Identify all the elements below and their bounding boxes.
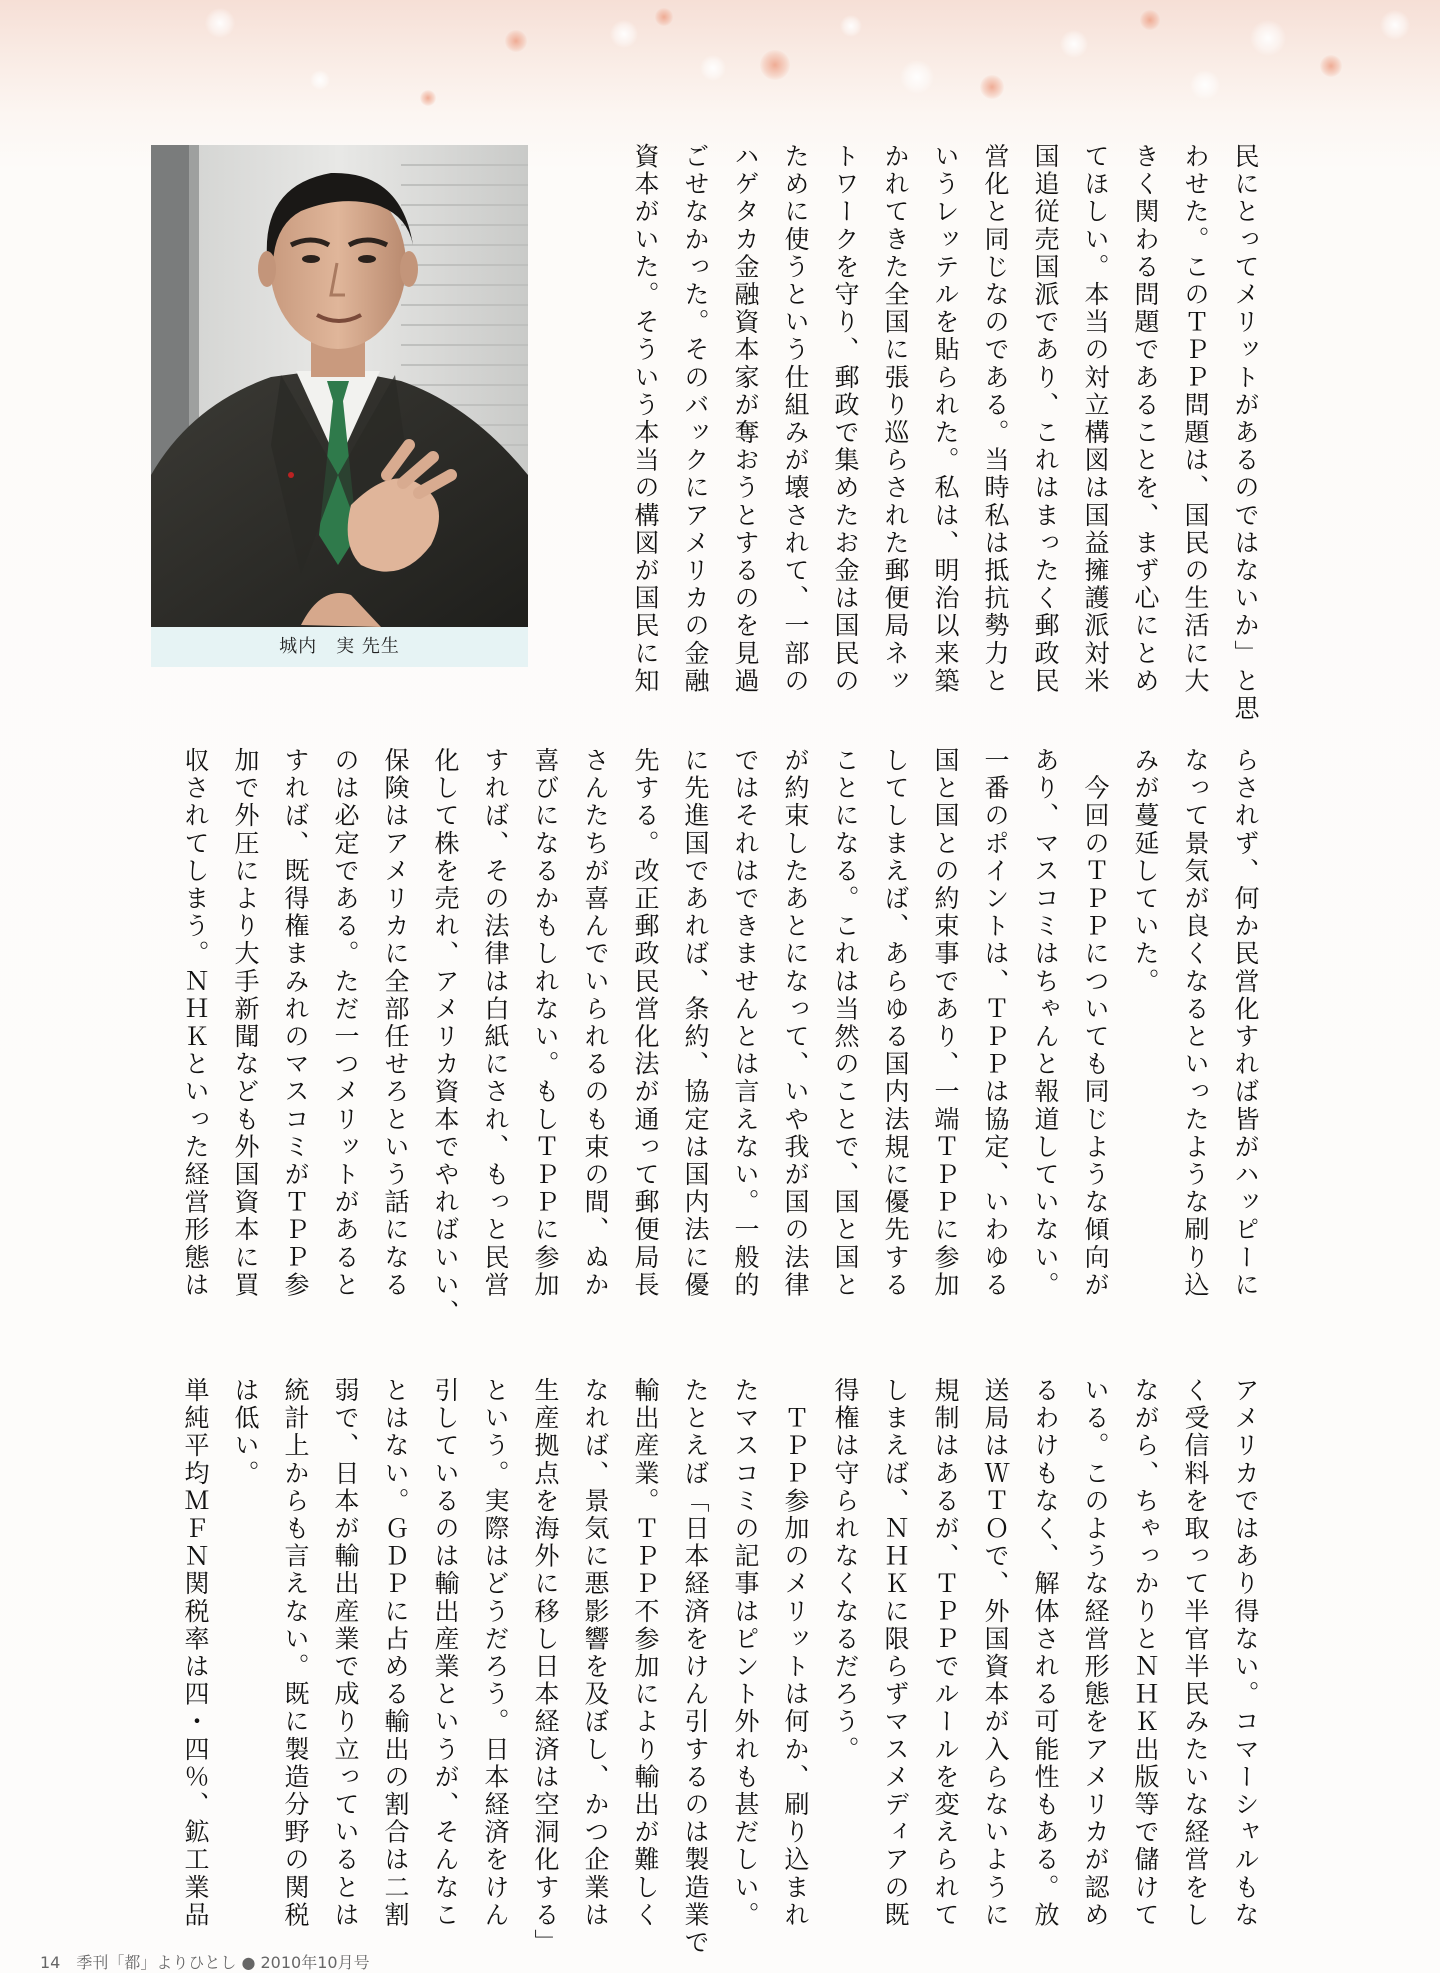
text-line: ながら、ちゃっかりとＮＨＫ出版等で儲けて xyxy=(1131,1377,1160,1929)
text-line: 規制はあるが、ＴＰＰでルールを変えられて xyxy=(931,1377,960,1929)
text-line: なれば、景気に悪影響を及ぼし、かつ企業は xyxy=(581,1377,610,1929)
text-line: ハゲタカ金融資本家が奪おうとするのを見過 xyxy=(731,143,760,695)
text-line: ために使うという仕組みが壊されて、一部の xyxy=(781,143,810,695)
text-line: いうレッテルを貼られた。私は、明治以来築 xyxy=(931,143,960,695)
text-line: 化して株を売れ、アメリカ資本でやればいい、 xyxy=(431,747,460,1327)
text-line: たマスコミの記事はピント外れも甚だしい。 xyxy=(731,1377,760,1929)
text-line: ＴＰＰ参加のメリットは何か、刷り込まれ xyxy=(781,1377,810,1929)
text-line: 国追従売国派であり、これはまったく郵政民 xyxy=(1031,143,1060,695)
text-line: 統計上からも言えない。既に製造分野の関税 xyxy=(281,1377,310,1929)
article-column-block-2 xyxy=(170,747,1270,1327)
text-line: は低い。 xyxy=(231,1377,260,1488)
text-line: ことになる。これは当然のことで、国と国と xyxy=(831,747,860,1299)
text-line: 輸出産業。ＴＰＰ不参加により輸出が難しく xyxy=(631,1377,660,1929)
photo-caption: 城内 実 先生 xyxy=(151,627,528,667)
text-line: あり、マスコミはちゃんと報道していない。 xyxy=(1031,747,1060,1299)
text-line: 営化と同じなのである。当時私は抵抗勢力と xyxy=(981,143,1010,695)
text-line: ではそれはできませんとは言えない。一般的 xyxy=(731,747,760,1299)
text-line: 国と国との約束事であり、一端ＴＰＰに参加 xyxy=(931,747,960,1299)
text-line: トワークを守り、郵政で集めたお金は国民の xyxy=(831,143,860,695)
text-line: いる。このような経営形態をアメリカが認め xyxy=(1081,1377,1110,1929)
text-line: 単純平均ＭＦＮ関税率は四・四％、鉱工業品 xyxy=(181,1377,210,1929)
decorative-bokeh-header xyxy=(0,0,1440,130)
text-line: が約束したあとになって、いや我が国の法律 xyxy=(781,747,810,1299)
text-line: 生産拠点を海外に移し日本経済は空洞化する」 xyxy=(531,1377,560,1957)
text-line: たとえば「日本経済をけん引するのは製造業で xyxy=(681,1377,710,1957)
text-line: アメリカではあり得ない。コマーシャルもな xyxy=(1231,1377,1260,1929)
article-column-block-3 xyxy=(170,1377,1270,1957)
text-line: 加で外圧により大手新聞なども外国資本に買 xyxy=(231,747,260,1299)
text-line: わせた。このＴＰＰ問題は、国民の生活に大 xyxy=(1181,143,1210,695)
text-line: とはない。ＧＤＰに占める輸出の割合は二割 xyxy=(381,1377,410,1929)
text-line: のは必定である。ただ一つメリットがあると xyxy=(331,747,360,1299)
text-line: なって景気が良くなるといったような刷り込 xyxy=(1181,747,1210,1299)
text-line: 弱で、日本が輸出産業で成り立っているとは xyxy=(331,1377,360,1929)
article-column-block-1 xyxy=(620,143,1270,723)
text-line: に先進国であれば、条約、協定は国内法に優 xyxy=(681,747,710,1299)
text-line: 保険はアメリカに全部任せろという話になる xyxy=(381,747,410,1299)
text-line: るわけもなく、解体される可能性もある。放 xyxy=(1031,1377,1060,1929)
text-line: きく関わる問題であることを、まず心にとめ xyxy=(1131,143,1160,695)
text-line: 収されてしまう。ＮＨＫといった経営形態は xyxy=(181,747,210,1299)
text-line: 喜びになるかもしれない。もしＴＰＰに参加 xyxy=(531,747,560,1299)
text-line: てほしい。本当の対立構図は国益擁護派対米 xyxy=(1081,143,1110,695)
text-line: みが蔓延していた。 xyxy=(1131,747,1160,996)
text-line: ごせなかった。そのバックにアメリカの金融 xyxy=(681,143,710,695)
text-line: という。実際はどうだろう。日本経済をけん xyxy=(481,1377,510,1929)
text-line: 先する。改正郵政民営化法が通って郵便局長 xyxy=(631,747,660,1299)
text-line: 送局はＷＴＯで、外国資本が入らないように xyxy=(981,1377,1010,1929)
text-line: 今回のＴＰＰについても同じような傾向が xyxy=(1081,747,1110,1299)
page-footer: 14 季刊「都」よりひとし ● 2010年10月号 xyxy=(40,1953,370,1972)
text-line: 得権は守られなくなるだろう。 xyxy=(831,1377,860,1764)
text-line: かれてきた全国に張り巡らされた郵便局ネッ xyxy=(881,143,910,695)
text-line: 一番のポイントは、ＴＰＰは協定、いわゆる xyxy=(981,747,1010,1299)
speaker-photo xyxy=(151,145,528,627)
text-line: してしまえば、あらゆる国内法規に優先する xyxy=(881,747,910,1299)
text-line: すれば、その法律は白紙にされ、もっと民営 xyxy=(481,747,510,1299)
text-line: さんたちが喜んでいられるのも束の間、ぬか xyxy=(581,747,610,1299)
text-line: すれば、既得権まみれのマスコミがＴＰＰ参 xyxy=(281,747,310,1299)
text-line: く受信料を取って半官半民みたいな経営をし xyxy=(1181,1377,1210,1929)
text-line: らされず、何か民営化すれば皆がハッピーに xyxy=(1231,747,1260,1299)
text-line: 資本がいた。そういう本当の構図が国民に知 xyxy=(631,143,660,695)
text-line: 引しているのは輸出産業というが、そんなこ xyxy=(431,1377,460,1929)
text-line: しまえば、ＮＨＫに限らずマスメディアの既 xyxy=(881,1377,910,1929)
text-line: 民にとってメリットがあるのではないか」と思 xyxy=(1231,143,1260,723)
